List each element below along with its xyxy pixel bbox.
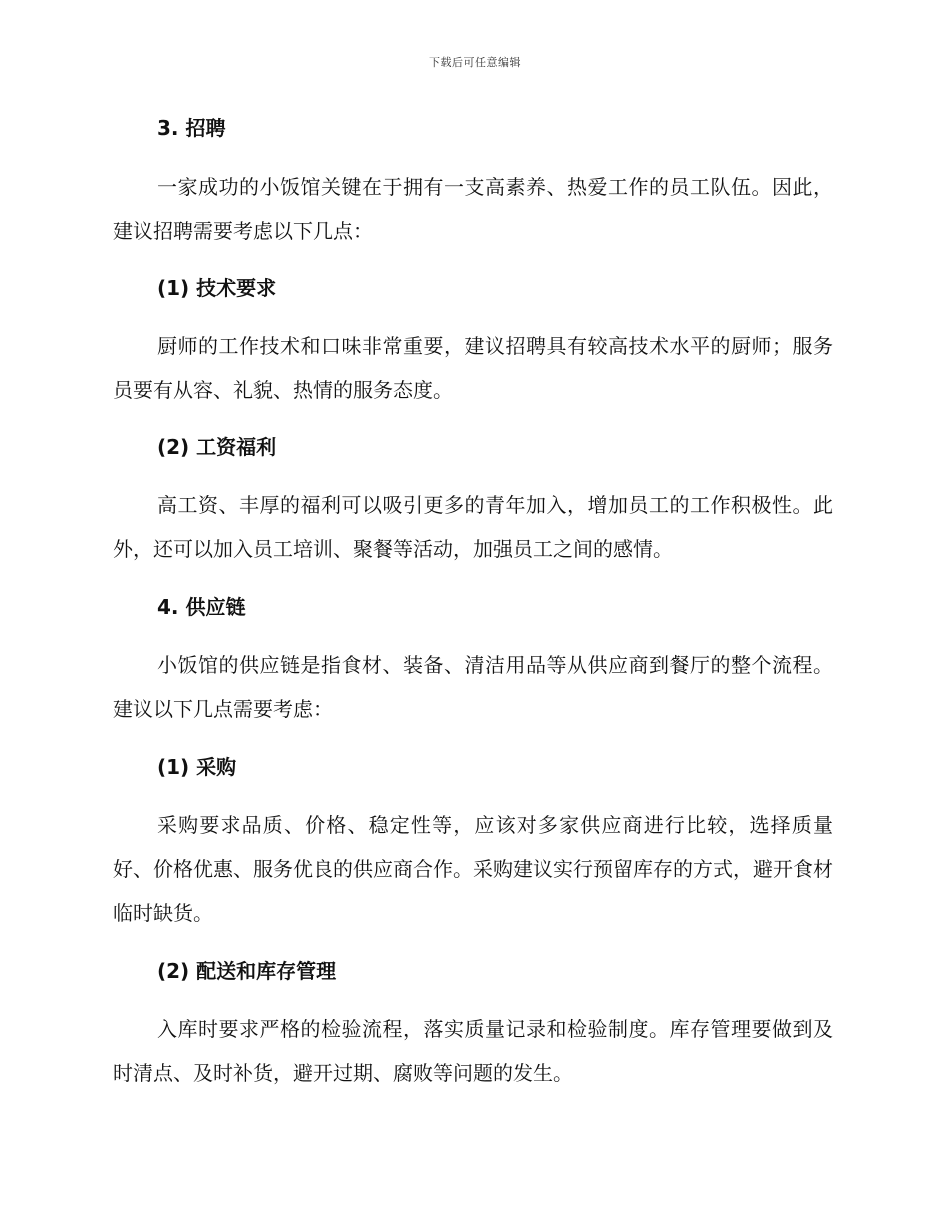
- section-3-sub2-text: 高工资、丰厚的福利可以吸引更多的青年加入，增加员工的工作积极性。此外，还可以加入员工培训、聚餐等活动，加强员工之间的感情。: [113, 493, 833, 561]
- section-3-sub2-heading: (2) 工资福利: [157, 435, 277, 459]
- section-4-sub2-heading: (2) 配送和库存管理: [157, 959, 337, 983]
- section-3-sub1-text: 厨师的工作技术和口味非常重要，建议招聘具有较高技术水平的厨师；服务员要有从容、礼貌、热情的服务态度。: [113, 334, 833, 402]
- section-4-heading: 4. 供应链: [157, 595, 246, 619]
- section-3-sub1-heading: (1) 技术要求: [157, 276, 277, 300]
- section-4-sub1-heading: (1) 采购: [157, 755, 237, 779]
- section-4-intro: 小饭馆的供应链是指食材、装备、清洁用品等从供应商到餐厅的整个流程。建议以下几点需要考虑：: [113, 653, 833, 721]
- page-header: 下载后可任意编辑: [429, 56, 521, 69]
- section-4-sub1-text: 采购要求品质、价格、稳定性等，应该对多家供应商进行比较，选择质量好、价格优惠、服务优良的供应商合作。采购建议实行预留库存的方式，避开食材临时缺货。: [113, 813, 833, 925]
- section-3-intro: 一家成功的小饭馆关键在于拥有一支高素养、热爱工作的员工队伍。因此，建议招聘需要考虑以下几点：: [113, 175, 833, 243]
- section-3-heading: 3. 招聘: [157, 116, 226, 140]
- section-4-sub2-text: 入库时要求严格的检验流程，落实质量记录和检验制度。库存管理要做到及时清点、及时补货，避开过期、腐败等问题的发生。: [113, 1017, 833, 1085]
